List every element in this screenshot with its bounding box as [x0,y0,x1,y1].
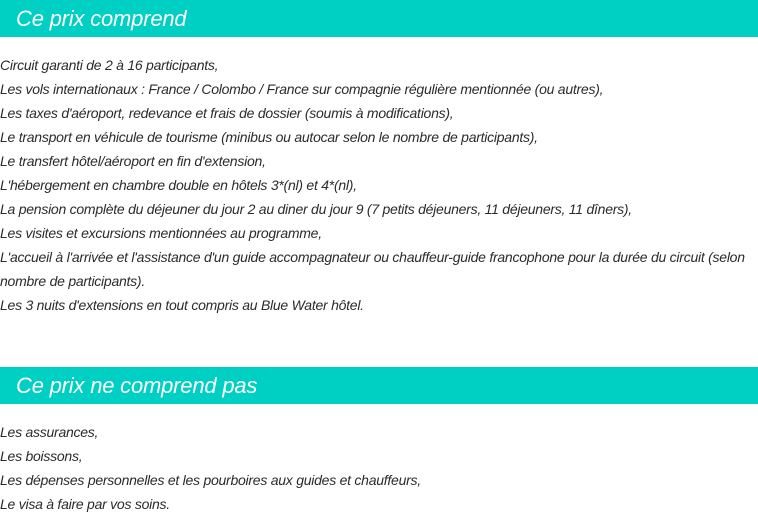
list-item: Les taxes d'aéroport, redevance et frais de dossier (soumis à modifications), [0,105,454,121]
list-item: La pension complète du déjeuner du jour 2 au diner du jour 9 (7 petits déjeuners, 11 déjeuners, 11 dîners), [0,201,632,217]
list-item: Les dépenses personnelles et les pourboires aux guides et chauffeurs, [0,472,421,488]
list-item: Le visa à faire par vos soins. [0,496,170,512]
included-section-header [0,0,758,37]
list-item: L'hébergement en chambre double en hôtels 3*(nl) et 4*(nl), [0,177,357,193]
list-item: Les assurances, [0,424,99,440]
list-item: Les boissons, [0,448,83,464]
list-item: Les vols internationaux : France / Colombo / France sur compagnie régulière mentionnée (ou autres), [0,81,604,97]
excluded-section-title: Ce prix ne comprend pas [16,373,258,398]
excluded-items-list [0,420,752,516]
list-item: Le transport en véhicule de tourisme (minibus ou autocar selon le nombre de participants), [0,129,538,145]
list-item: Circuit garanti de 2 à 16 participants, [0,57,219,73]
list-item: L'accueil à l'arrivée et l'assistance d'un guide accompagnateur ou chauffeur-guide francophone pour la durée du circuit (selon nombre de participants). [0,249,745,289]
list-item: Le transfert hôtel/aéroport en fin d'extension, [0,153,266,169]
included-items-list [0,53,752,317]
excluded-section-header [0,367,758,404]
list-item: Les visites et excursions mentionnées au programme, [0,225,322,241]
list-item: Les 3 nuits d'extensions en tout compris au Blue Water hôtel. [0,297,364,313]
included-section-title: Ce prix comprend [16,6,187,31]
